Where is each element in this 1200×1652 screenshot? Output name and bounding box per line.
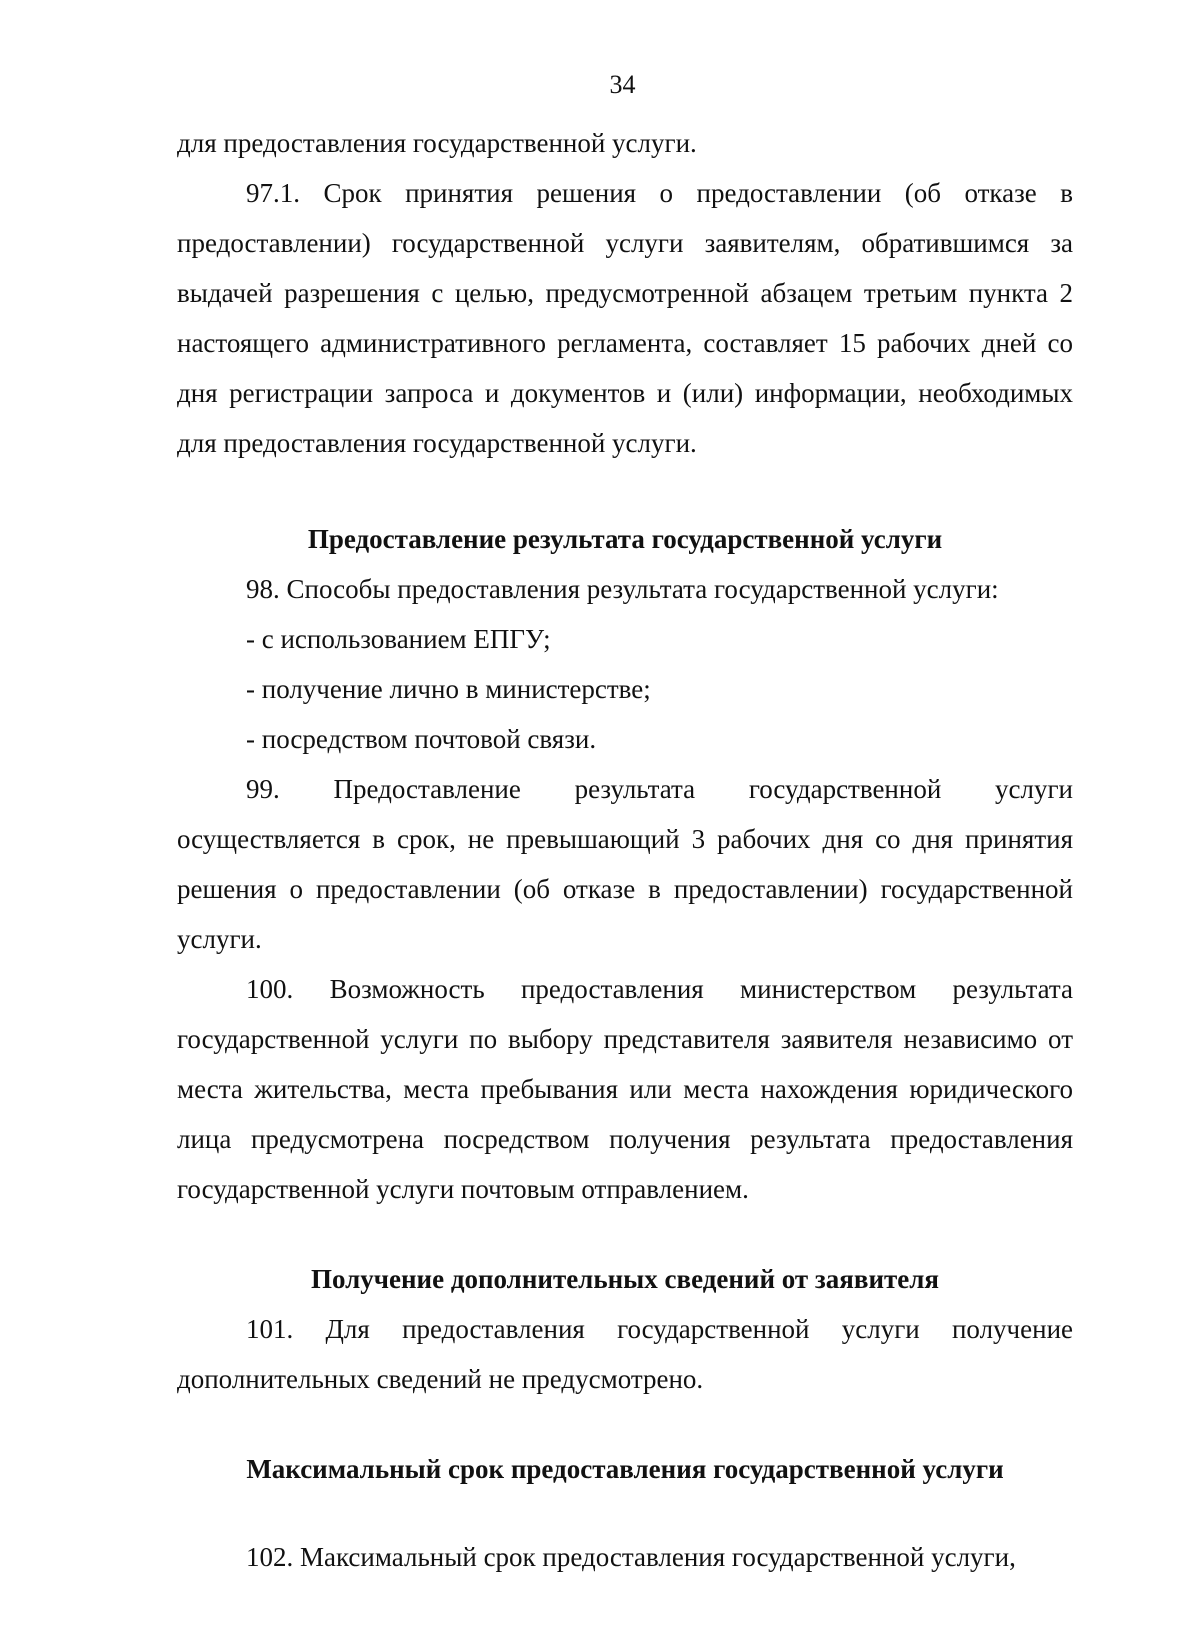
- paragraph-98: 98. Способы предоставления результата государственной услуги:: [246, 574, 999, 604]
- section-heading-max-term: Максимальный срок предоставления государственной услуги: [246, 1454, 1004, 1484]
- spacer: [177, 1404, 1073, 1444]
- paragraph-101: 101. Для предоставления государственной услуги получение дополнительных сведений не предусмотрено.: [177, 1314, 1073, 1394]
- document-body: [177, 118, 1073, 1582]
- paragraph-97-1: 97.1. Срок принятия решения о предоставлении (об отказе в предоставлении) государственной услуги заявителям, обратившимся за выдачей разрешения с целью, предусмотренной абзацем третьим пункта 2 настоящего административного регламента, составляет 15 рабочих дней со дня регистрации запроса и документов и (или) информации, необходимых для предоставления государственной услуги.: [177, 178, 1073, 458]
- paragraph-99: 99. Предоставление результата государственной услуги осуществляется в срок, не превышающий 3 рабочих дня со дня принятия решения о предоставлении (об отказе в предоставлении) государственной услуги.: [177, 774, 1073, 954]
- spacer: [177, 1214, 1073, 1254]
- list-item-ministry: - получение лично в министерстве;: [246, 674, 651, 704]
- spacer: [177, 468, 1073, 514]
- section-heading-result: Предоставление результата государственной услуги: [307, 524, 943, 554]
- page-number: 34: [609, 70, 636, 99]
- spacer: [177, 1494, 1073, 1532]
- list-item-epgu: - с использованием ЕПГУ;: [246, 624, 551, 654]
- section-heading-additional-info: Получение дополнительных сведений от заявителя: [310, 1264, 940, 1294]
- list-item-post: - посредством почтовой связи.: [246, 724, 597, 754]
- paragraph-100: 100. Возможность предоставления министерством результата государственной услуги по выбору представителя заявителя независимо от места жительства, места пребывания или места нахождения юридического лица предусмотрена посредством получения результата предоставления государственной услуги почтовым отправлением.: [177, 974, 1073, 1204]
- paragraph-102: 102. Максимальный срок предоставления государственной услуги,: [246, 1542, 1016, 1572]
- paragraph-continuation: для предоставления государственной услуги.: [177, 128, 697, 158]
